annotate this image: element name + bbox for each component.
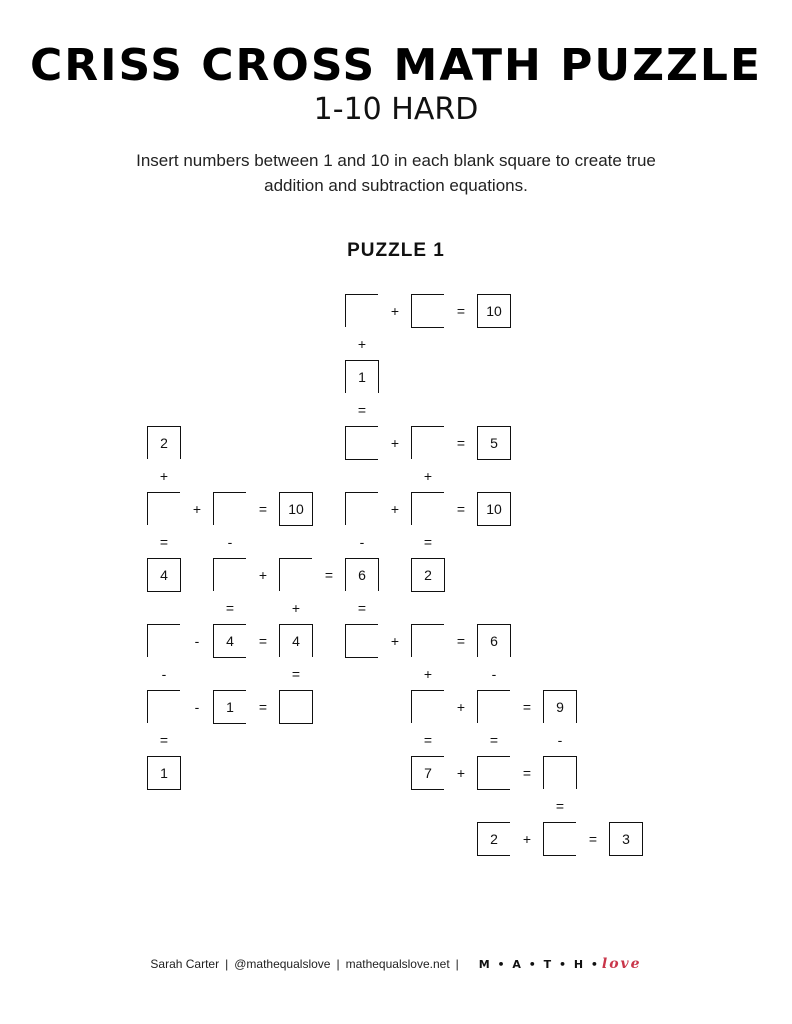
equals-sign: = xyxy=(576,822,610,856)
given-number: 1 xyxy=(147,756,181,790)
plus-sign: + xyxy=(279,591,313,625)
blank-square[interactable] xyxy=(279,558,313,592)
equals-sign: = xyxy=(411,525,445,559)
plus-sign: + xyxy=(246,558,280,592)
brand-logo-love: love xyxy=(601,956,642,972)
equals-sign: = xyxy=(246,690,280,724)
blank-square[interactable] xyxy=(411,426,445,460)
given-number: 10 xyxy=(477,294,511,328)
equals-sign: = xyxy=(246,492,280,526)
given-number: 1 xyxy=(345,360,379,394)
brand-logo-text: M • A • T • H • xyxy=(478,958,600,971)
footer-separator: | xyxy=(336,957,340,971)
blank-square[interactable] xyxy=(411,690,445,724)
given-number: 10 xyxy=(279,492,313,526)
equals-sign: = xyxy=(510,756,544,790)
equals-sign: = xyxy=(312,558,346,592)
equals-sign: = xyxy=(444,294,478,328)
equals-sign: = xyxy=(345,591,379,625)
plus-sign: + xyxy=(411,459,445,493)
blank-square[interactable] xyxy=(345,492,379,526)
footer-website: mathequalslove.net xyxy=(345,957,450,971)
minus-sign: - xyxy=(345,525,379,559)
equals-sign: = xyxy=(147,525,181,559)
blank-square[interactable] xyxy=(213,492,247,526)
blank-square[interactable] xyxy=(411,624,445,658)
equals-sign: = xyxy=(345,393,379,427)
equals-sign: = xyxy=(444,624,478,658)
given-number: 4 xyxy=(279,624,313,658)
equals-sign: = xyxy=(213,591,247,625)
plus-sign: + xyxy=(378,624,412,658)
given-number: 6 xyxy=(345,558,379,592)
equals-sign: = xyxy=(444,492,478,526)
plus-sign: + xyxy=(378,294,412,328)
equals-sign: = xyxy=(543,789,577,823)
given-number: 6 xyxy=(477,624,511,658)
instructions-line-2: addition and subtraction equations. xyxy=(264,176,528,195)
page-subtitle: 1-10 HARD xyxy=(313,92,479,127)
blank-square[interactable] xyxy=(147,492,181,526)
given-number: 7 xyxy=(411,756,445,790)
equals-sign: = xyxy=(477,723,511,757)
blank-square[interactable] xyxy=(345,426,379,460)
plus-sign: + xyxy=(510,822,544,856)
blank-square[interactable] xyxy=(477,690,511,724)
equals-sign: = xyxy=(246,624,280,658)
given-number: 5 xyxy=(477,426,511,460)
puzzle-label: PUZZLE 1 xyxy=(347,240,445,261)
given-number: 2 xyxy=(477,822,511,856)
equals-sign: = xyxy=(279,657,313,691)
brand-logo xyxy=(479,956,642,972)
footer-handle: @mathequalslove xyxy=(234,957,331,971)
plus-sign: + xyxy=(147,459,181,493)
footer-author: Sarah Carter xyxy=(150,957,220,971)
footer-separator: | xyxy=(225,957,229,971)
minus-sign: - xyxy=(543,723,577,757)
given-number: 3 xyxy=(609,822,643,856)
given-number: 9 xyxy=(543,690,577,724)
minus-sign: - xyxy=(147,657,181,691)
minus-sign: - xyxy=(477,657,511,691)
blank-square[interactable] xyxy=(213,558,247,592)
equals-sign: = xyxy=(444,426,478,460)
blank-square[interactable] xyxy=(477,756,511,790)
blank-square[interactable] xyxy=(279,690,313,724)
blank-square[interactable] xyxy=(345,294,379,328)
footer xyxy=(0,956,792,972)
blank-square[interactable] xyxy=(411,492,445,526)
given-number: 4 xyxy=(213,624,247,658)
instructions xyxy=(80,148,712,198)
plus-sign: + xyxy=(378,492,412,526)
plus-sign: + xyxy=(444,756,478,790)
equals-sign: = xyxy=(510,690,544,724)
instructions-line-1: Insert numbers between 1 and 10 in each blank square to create true xyxy=(136,151,656,170)
blank-square[interactable] xyxy=(345,624,379,658)
given-number: 4 xyxy=(147,558,181,592)
given-number: 1 xyxy=(213,690,247,724)
equals-sign: = xyxy=(411,723,445,757)
blank-square[interactable] xyxy=(543,822,577,856)
plus-sign: + xyxy=(180,492,214,526)
given-number: 2 xyxy=(411,558,445,592)
blank-square[interactable] xyxy=(147,624,181,658)
footer-separator: | xyxy=(455,957,459,971)
plus-sign: + xyxy=(378,426,412,460)
page-title: CRISS CROSS MATH PUZZLE xyxy=(29,40,763,91)
given-number: 10 xyxy=(477,492,511,526)
minus-sign: - xyxy=(180,624,214,658)
equals-sign: = xyxy=(147,723,181,757)
plus-sign: + xyxy=(411,657,445,691)
blank-square[interactable] xyxy=(543,756,577,790)
minus-sign: - xyxy=(213,525,247,559)
given-number: 2 xyxy=(147,426,181,460)
minus-sign: - xyxy=(180,690,214,724)
blank-square[interactable] xyxy=(411,294,445,328)
blank-square[interactable] xyxy=(147,690,181,724)
plus-sign: + xyxy=(444,690,478,724)
plus-sign: + xyxy=(345,327,379,361)
